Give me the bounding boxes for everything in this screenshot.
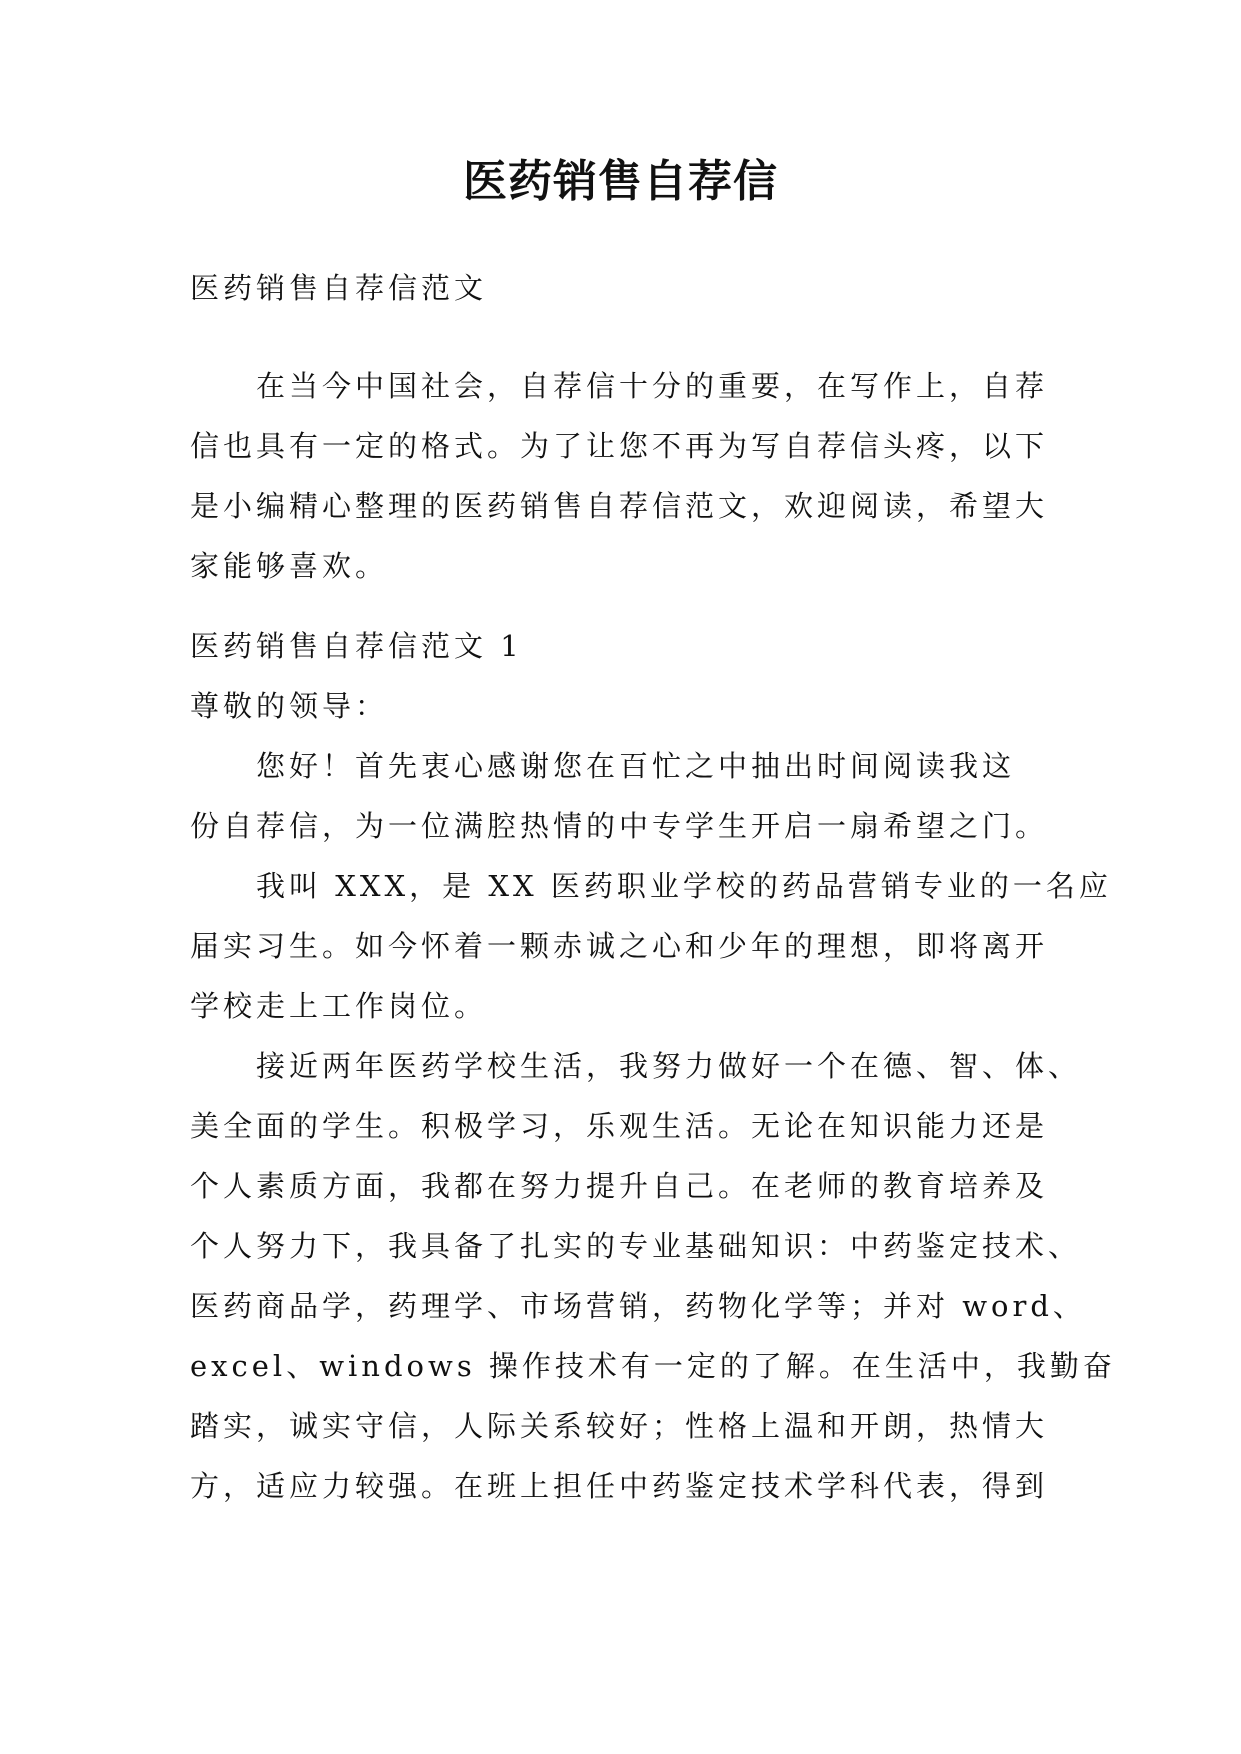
paragraph-line: 美全面的学生。积极学习，乐观生活。无论在知识能力还是 — [190, 1109, 1049, 1143]
paragraph-line: excel、windows 操作技术有一定的了解。在生活中，我勤奋 — [190, 1349, 1116, 1383]
paragraph-line: 方，适应力较强。在班上担任中药鉴定技术学科代表，得到 — [190, 1469, 1049, 1503]
document-title: 医药销售自荐信 — [463, 156, 778, 207]
intro-line: 家能够喜欢。 — [190, 549, 389, 583]
intro-line: 是小编精心整理的医药销售自荐信范文，欢迎阅读，希望大 — [190, 489, 1049, 523]
intro-paragraph — [190, 356, 1070, 596]
paragraph-line: 您好！首先衷心感谢您在百忙之中抽出时间阅读我这 — [256, 749, 1016, 783]
section-heading: 医药销售自荐信范文 1 — [190, 629, 523, 663]
letter-body — [190, 616, 1116, 1516]
salutation: 尊敬的领导： — [190, 689, 389, 723]
paragraph-line: 医药商品学，药理学、市场营销，药物化学等；并对 word、 — [190, 1289, 1086, 1323]
paragraph-line: 届实习生。如今怀着一颗赤诚之心和少年的理想，即将离开 — [190, 929, 1049, 963]
document-subtitle — [190, 258, 1070, 318]
intro-line: 在当今中国社会，自荐信十分的重要，在写作上，自荐 — [256, 369, 1049, 403]
paragraph-line: 踏实，诚实守信，人际关系较好；性格上温和开朗，热情大 — [190, 1409, 1049, 1443]
paragraph-line: 接近两年医药学校生活，我努力做好一个在德、智、体、 — [256, 1049, 1082, 1083]
paragraph-line: 个人努力下，我具备了扎实的专业基础知识：中药鉴定技术、 — [190, 1229, 1082, 1263]
paragraph-line: 学校走上工作岗位。 — [190, 989, 488, 1023]
paragraph-line: 个人素质方面，我都在努力提升自己。在老师的教育培养及 — [190, 1169, 1049, 1203]
paragraph-line: 我叫 XXX，是 XX 医药职业学校的药品营销专业的一名应 — [256, 869, 1112, 903]
subtitle-line: 医药销售自荐信范文 — [190, 271, 488, 305]
intro-line: 信也具有一定的格式。为了让您不再为写自荐信头疼，以下 — [190, 429, 1049, 463]
paragraph-line: 份自荐信，为一位满腔热情的中专学生开启一扇希望之门。 — [190, 809, 1049, 843]
